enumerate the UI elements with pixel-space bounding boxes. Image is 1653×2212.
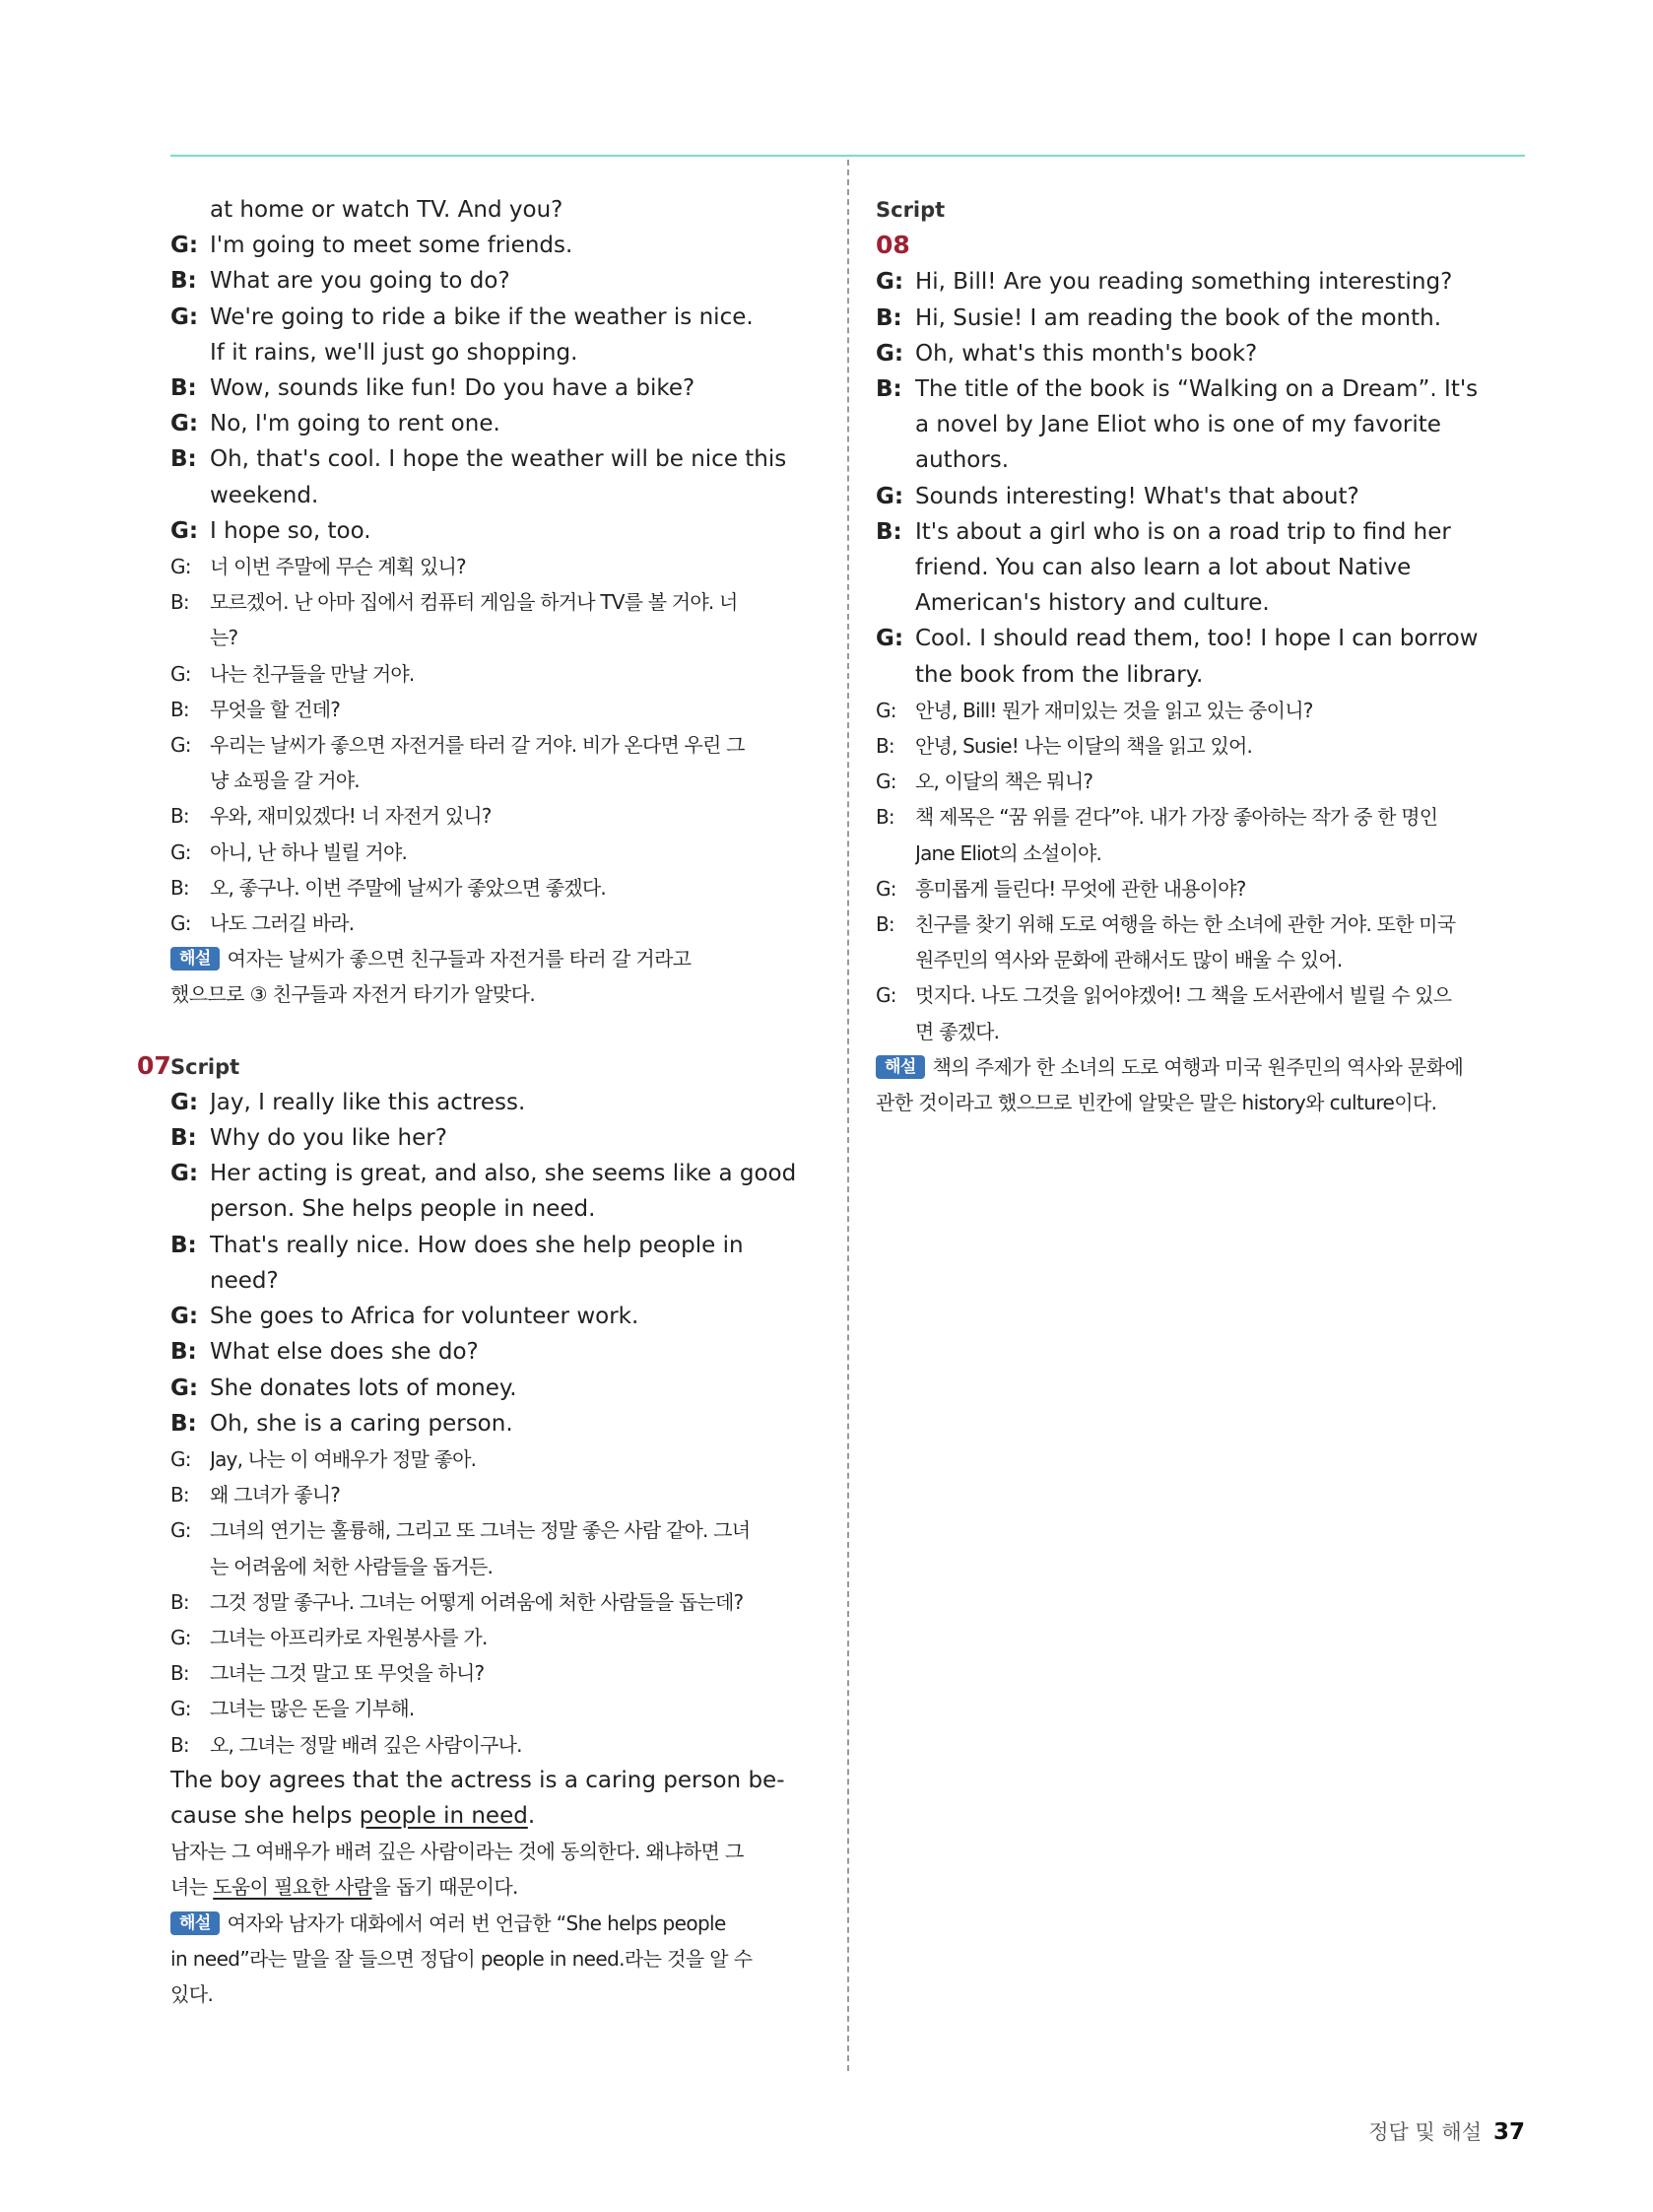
speaker-label: B: [170, 1483, 189, 1508]
dialogue-line [170, 620, 818, 655]
dialogue-text: 우리는 날씨가 좋으면 자전거를 타러 갈 거야. 비가 온다면 우린 그 [210, 733, 745, 758]
dialogue-line [170, 1620, 818, 1655]
dialogue-text: Why do you like her? [210, 1125, 447, 1152]
dialogue-line [170, 656, 818, 692]
dialogue-text: Oh, she is a caring person. [210, 1410, 513, 1437]
dialogue-text: 책 제목은 “꿈 위를 걷다”야. 내가 가장 좋아하는 작가 중 한 명인 [915, 805, 1438, 830]
dialogue-line [170, 1549, 818, 1584]
q07-explanation-end: 있다. [170, 1981, 214, 2006]
speaker-label: G: [876, 483, 904, 509]
dialogue-line [170, 692, 818, 727]
dialogue-text: Her acting is great, and also, she seems like a good [210, 1161, 797, 1187]
dialogue-text: 안녕, Susie! 나는 이달의 책을 읽고 있어. [915, 734, 1253, 759]
dialogue-line [170, 370, 818, 406]
dialogue-line [170, 1299, 818, 1334]
dialogue-text: Oh, what's this month's book? [915, 340, 1258, 367]
speaker-label: G: [170, 1697, 191, 1721]
q07-summary-en: The boy agrees that the actress is a caring person be- [170, 1767, 785, 1793]
dialogue-text: person. She helps people in need. [210, 1196, 596, 1223]
dialogue-line [170, 727, 818, 763]
answer-underline: people in need [359, 1802, 528, 1829]
dialogue-text: Hi, Bill! Are you reading something interesting? [915, 269, 1453, 296]
dialogue-line [170, 1085, 818, 1120]
dialogue-line [170, 1406, 818, 1441]
dialogue-text: The title of the book is “Walking on a Dream”. It's [915, 376, 1479, 403]
speaker-label: G: [170, 1304, 199, 1330]
speaker-label: B: [876, 912, 894, 937]
answer-underline-ko: 도움이 필요한 사람 [213, 1875, 372, 1900]
dialogue-text: the book from the library. [915, 661, 1204, 688]
dialogue-line [170, 300, 818, 335]
dialogue-line [170, 584, 818, 620]
speaker-label: G: [170, 555, 191, 579]
dialogue-line [876, 550, 1523, 585]
dialogue-text: 는? [210, 626, 238, 650]
speaker-label: G: [170, 733, 191, 758]
speaker-label: B: [170, 804, 189, 829]
dialogue-line [170, 763, 818, 798]
dialogue-text: 흥미롭게 들린다! 무엇에 관한 내용이야? [915, 876, 1246, 901]
dialogue-text: I hope so, too. [210, 517, 371, 544]
speaker-label: B: [170, 446, 197, 473]
dialogue-text: Wow, sounds like fun! Do you have a bike? [210, 375, 695, 402]
dialogue-text: 면 좋겠다. [915, 1019, 1000, 1043]
dialogue-text: She donates lots of money. [210, 1374, 517, 1401]
q06-explanation-cont: 했으므로 ③ 친구들과 자전거 타기가 알맞다. [170, 982, 536, 1007]
dialogue-line [170, 228, 818, 263]
explanation-badge: 해설 [170, 947, 220, 971]
dialogue-text: 냥 쇼핑을 갈 거야. [210, 769, 360, 793]
dialogue-line [170, 835, 818, 870]
speaker-label: B: [170, 375, 197, 402]
dialogue-line [876, 264, 1523, 300]
dialogue-text: Oh, that's cool. I hope the weather will be nice this [210, 446, 787, 473]
dialogue-line [170, 513, 818, 549]
speaker-label: B: [170, 1410, 197, 1437]
dialogue-text: That's really nice. How does she help people in [210, 1232, 744, 1258]
dialogue-text: a novel by Jane Eliot who is one of my favorite [915, 412, 1441, 438]
speaker-label: B: [170, 590, 189, 615]
dialogue-text: What are you going to do? [210, 268, 510, 295]
dialogue-line [170, 1156, 818, 1191]
dialogue-line [170, 1371, 818, 1406]
dialogue-line [170, 1691, 818, 1726]
q07-summary-ko: 남자는 그 여배우가 배려 깊은 사람이라는 것에 동의한다. 왜냐하면 그 [170, 1840, 744, 1864]
speaker-label: G: [170, 1625, 191, 1649]
dialogue-text: I'm going to meet some friends. [210, 233, 573, 259]
dialogue-line [170, 1655, 818, 1691]
dialogue-line [170, 1441, 818, 1477]
dialogue-line [170, 1477, 818, 1512]
dialogue-line [170, 478, 818, 513]
speaker-label: B: [876, 376, 902, 403]
speaker-label: G: [170, 1446, 191, 1471]
dialogue-line [170, 1191, 818, 1227]
dialogue-line [170, 1584, 818, 1620]
q06-dialogue [170, 192, 818, 941]
dialogue-line [876, 585, 1523, 621]
dialogue-text: American's history and culture. [915, 590, 1270, 617]
top-rule [170, 155, 1525, 157]
dialogue-line [876, 693, 1523, 728]
dialogue-line [876, 301, 1523, 336]
dialogue-text: 나도 그러길 바라. [210, 911, 355, 936]
q07-summary-en-cont: cause she helps people in need. [170, 1802, 536, 1829]
dialogue-text: 모르겠어. 난 아마 집에서 컴퓨터 게임을 하거나 TV를 볼 거야. 너 [210, 590, 738, 615]
dialogue-line [170, 406, 818, 441]
speaker-label: G: [170, 303, 199, 330]
dialogue-text: 아니, 난 하나 빌릴 거야. [210, 839, 408, 864]
dialogue-line [876, 621, 1523, 656]
dialogue-line [170, 335, 818, 370]
dialogue-text: 오, 좋구나. 이번 주말에 날씨가 좋았으면 좋겠다. [210, 875, 606, 900]
explanation-badge: 해설 [170, 1911, 220, 1935]
speaker-label: B: [876, 805, 894, 830]
dialogue-line [876, 871, 1523, 906]
dialogue-line [170, 870, 818, 905]
dialogue-line [170, 1727, 818, 1763]
speaker-label: B: [876, 304, 902, 331]
dialogue-line [876, 407, 1523, 442]
speaker-label: G: [170, 839, 191, 864]
dialogue-text: 그녀의 연기는 훌륭해, 그리고 또 그녀는 정말 좋은 사람 같아. 그녀 [210, 1518, 751, 1543]
speaker-label: G: [876, 983, 896, 1008]
dialogue-line [876, 799, 1523, 835]
dialogue-text: authors. [915, 447, 1010, 474]
dialogue-text: weekend. [210, 482, 319, 508]
dialogue-line [170, 1263, 818, 1299]
dialogue-text: 원주민의 역사와 문화에 관해서도 많이 배울 수 있어. [915, 948, 1343, 972]
speaker-label: B: [170, 1232, 197, 1258]
dialogue-line [170, 905, 818, 941]
explanation-badge: 해설 [876, 1055, 925, 1079]
q08-explanation: 해설 책의 주제가 한 소녀의 도로 여행과 미국 원주민의 역사와 문화에 [876, 1049, 1523, 1085]
dialogue-text: Hi, Susie! I am reading the book of the month. [915, 304, 1442, 331]
dialogue-text: at home or watch TV. And you? [210, 197, 563, 223]
dialogue-line [170, 263, 818, 299]
speaker-label: G: [170, 233, 199, 259]
dialogue-line [876, 479, 1523, 514]
dialogue-line [876, 657, 1523, 693]
dialogue-line [876, 728, 1523, 764]
dialogue-line [876, 977, 1523, 1013]
dialogue-text: 무엇을 할 건데? [210, 697, 341, 721]
speaker-label: G: [876, 340, 904, 367]
dialogue-line [170, 1120, 818, 1156]
speaker-label: B: [170, 1589, 189, 1614]
section-title: 정답 및 해설 [1368, 2120, 1482, 2144]
script-label: Script [170, 1054, 240, 1079]
speaker-label: G: [876, 876, 896, 901]
dialogue-text: friend. You can also learn a lot about Native [915, 555, 1412, 581]
dialogue-text: 그녀는 그것 말고 또 무엇을 하니? [210, 1661, 485, 1686]
speaker-label: G: [170, 1374, 199, 1401]
page-number: 37 [1492, 2119, 1525, 2145]
speaker-label: G: [170, 517, 199, 544]
dialogue-line [876, 514, 1523, 550]
speaker-label: G: [170, 411, 199, 437]
dialogue-text: 왜 그녀가 좋니? [210, 1483, 341, 1508]
dialogue-text: Jay, I really like this actress. [210, 1089, 526, 1115]
dialogue-text: 오, 그녀는 정말 배려 깊은 사람이구나. [210, 1732, 522, 1757]
question-number: 07 [137, 1050, 171, 1080]
dialogue-line [876, 1014, 1523, 1049]
q08-dialogue [876, 264, 1523, 1048]
dialogue-line [170, 441, 818, 477]
dialogue-line [876, 836, 1523, 871]
dialogue-text: 그녀는 아프리카로 자원봉사를 가. [210, 1625, 488, 1649]
dialogue-line [876, 336, 1523, 371]
speaker-label: B: [170, 697, 189, 721]
dialogue-text: 그녀는 많은 돈을 기부해. [210, 1697, 415, 1721]
speaker-label: G: [876, 626, 904, 652]
speaker-label: G: [170, 1161, 199, 1187]
speaker-label: B: [170, 268, 197, 295]
dialogue-text: What else does she do? [210, 1339, 479, 1366]
speaker-label: B: [170, 875, 189, 900]
dialogue-line [170, 192, 818, 228]
dialogue-line [876, 906, 1523, 942]
page-footer [1368, 2116, 1525, 2146]
dialogue-text: 나는 친구들을 만날 거야. [210, 661, 415, 686]
dialogue-text: Cool. I should read them, too! I hope I can borrow [915, 626, 1479, 652]
dialogue-line [876, 942, 1523, 977]
dialogue-text: If it rains, we'll just go shopping. [210, 339, 578, 366]
dialogue-text: 는 어려움에 처한 사람들을 돕거든. [210, 1554, 494, 1578]
dialogue-text: Sounds interesting! What's that about? [915, 483, 1359, 509]
speaker-label: B: [170, 1339, 197, 1366]
speaker-label: G: [170, 661, 191, 686]
dialogue-text: 너 이번 주말에 무슨 계획 있니? [210, 555, 466, 579]
left-column [137, 192, 818, 2012]
speaker-label: G: [170, 1089, 199, 1115]
dialogue-text: Jane Eliot의 소설이야. [915, 840, 1102, 865]
speaker-label: B: [170, 1661, 189, 1686]
q07-header [137, 1048, 818, 1085]
speaker-label: G: [170, 1518, 191, 1543]
speaker-label: B: [876, 734, 894, 759]
q07-dialogue [170, 1085, 818, 1763]
q07-explanation-cont: in need”라는 말을 잘 들으면 정답이 people in need.라는 것을 알 수 [170, 1946, 753, 1971]
speaker-label: B: [876, 518, 902, 545]
question-number: 08 [876, 231, 910, 260]
q08-explanation-cont: 관한 것이라고 했으므로 빈칸에 알맞은 말은 history와 culture이다. [876, 1091, 1437, 1115]
dialogue-text: 멋지다. 나도 그것을 읽어야겠어! 그 책을 도서관에서 빌릴 수 있으 [915, 983, 1452, 1008]
speaker-label: B: [170, 1125, 197, 1152]
dialogue-text: 안녕, Bill! 뭔가 재미있는 것을 읽고 있는 중이니? [915, 698, 1313, 722]
speaker-label: G: [876, 698, 896, 722]
dialogue-line [170, 1228, 818, 1263]
dialogue-text: It's about a girl who is on a road trip to find her [915, 518, 1451, 545]
dialogue-text: 친구를 찾기 위해 도로 여행을 하는 한 소녀에 관한 거야. 또한 미국 [915, 912, 1456, 937]
dialogue-text: Jay, 나는 이 여배우가 정말 좋아. [210, 1446, 477, 1471]
dialogue-line [170, 798, 818, 834]
speaker-label: G: [170, 911, 191, 936]
dialogue-line [170, 549, 818, 584]
dialogue-line [876, 764, 1523, 799]
dialogue-text: 우와, 재미있겠다! 너 자전거 있니? [210, 804, 492, 829]
speaker-label: G: [876, 770, 896, 794]
dialogue-text: No, I'm going to rent one. [210, 411, 500, 437]
dialogue-text: She goes to Africa for volunteer work. [210, 1304, 639, 1330]
dialogue-text: We're going to ride a bike if the weather is nice. [210, 303, 754, 330]
speaker-label: B: [170, 1732, 189, 1757]
dialogue-text: 그것 정말 좋구나. 그녀는 어떻게 어려움에 처한 사람들을 돕는데? [210, 1589, 744, 1614]
column-divider [847, 160, 849, 2071]
dialogue-line [170, 1512, 818, 1548]
dialogue-text: need? [210, 1267, 279, 1294]
dialogue-line [876, 371, 1523, 407]
dialogue-line [170, 1334, 818, 1370]
q07-summary-ko-cont: 녀는 도움이 필요한 사람을 돕기 때문이다. [170, 1875, 518, 1900]
script-label: Script [876, 198, 946, 222]
dialogue-text: 오, 이달의 책은 뭐니? [915, 770, 1093, 794]
right-column [876, 192, 1523, 1120]
dialogue-line [876, 442, 1523, 478]
speaker-label: G: [876, 269, 904, 296]
q07-explanation: 해설 여자와 남자가 대화에서 여러 번 언급한 “She helps people [170, 1906, 818, 1941]
q06-explanation: 해설 여자는 날씨가 좋으면 친구들과 자전거를 타러 갈 거라고 [170, 941, 818, 976]
